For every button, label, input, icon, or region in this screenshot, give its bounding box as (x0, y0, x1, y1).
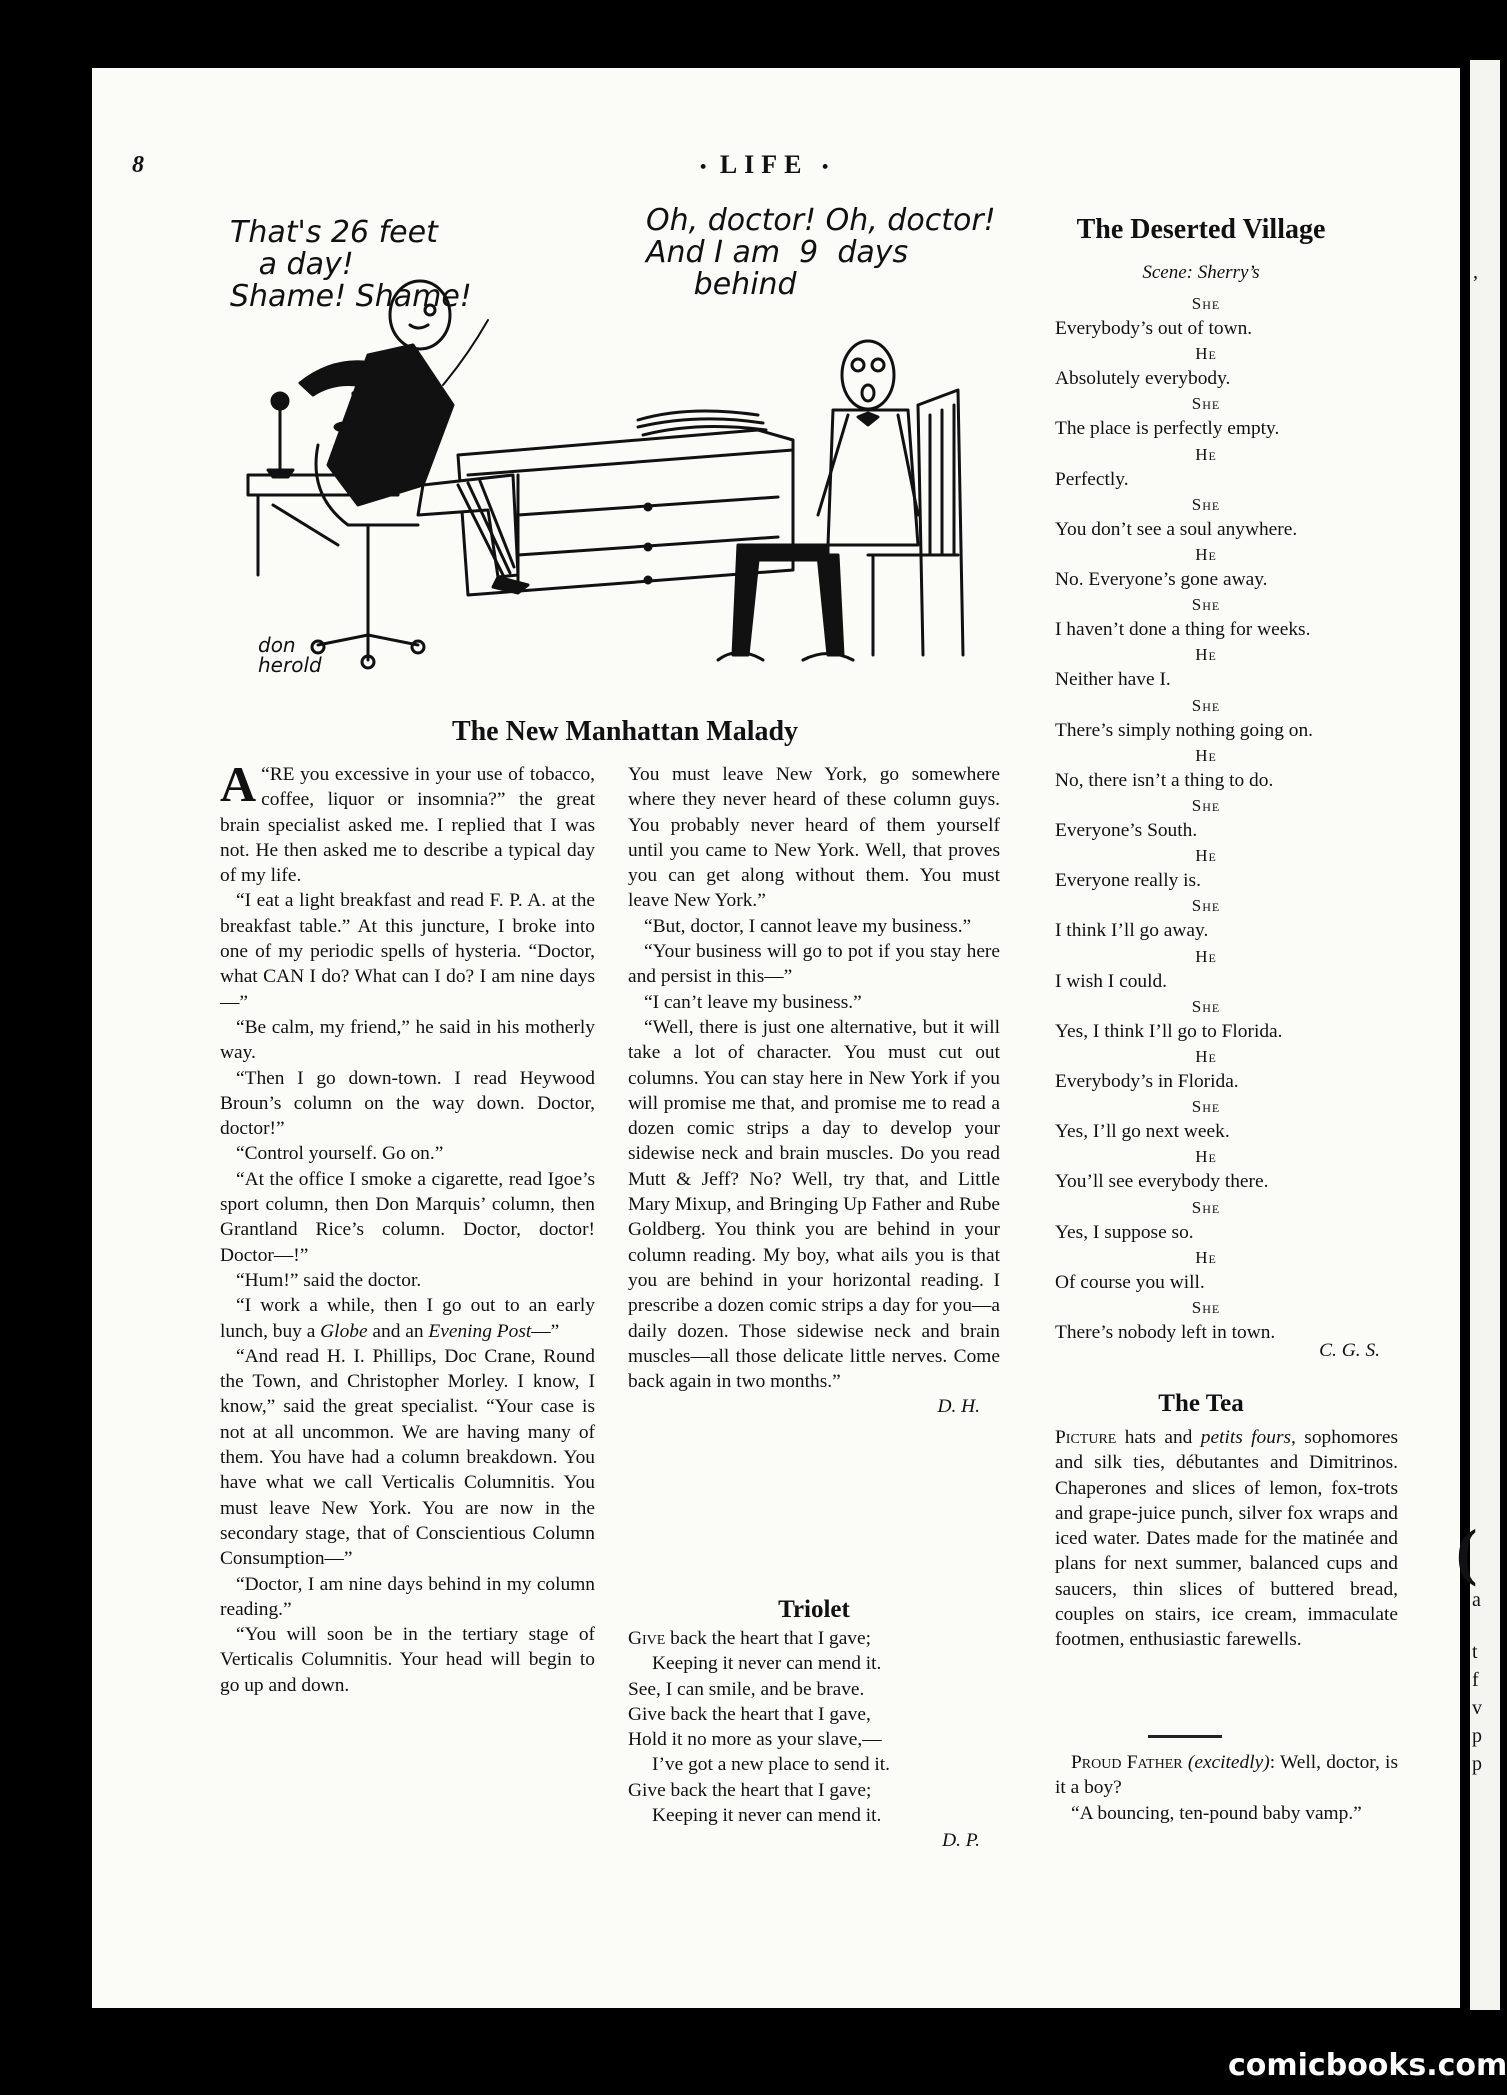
tea-paragraph: Picture hats and petits fours, sophomores and silk ties, débutantes and Dimitrinos. Chaperones and slices of lemon, fox-trots and grape-juice punch, silver fox wraps and iced water. Dates made for the matinée and plans for next summer, balanced cups and saucers, thin slices of buttered bread, couples on stairs, ice cream, immaculate footmen, enthusiastic farewells. (1055, 1427, 1399, 1651)
dialogue-text: The place is perfectly empty. (1055, 418, 1280, 440)
article-paragraph: “But, doctor, I cannot leave my business.” (644, 915, 972, 937)
next-page-fragment: p (1472, 1725, 1482, 1747)
speaker-label: She (1191, 996, 1221, 1016)
dialogue-text: Everybody’s in Florida. (1055, 1071, 1239, 1093)
article-signature: D. H. (937, 1396, 980, 1418)
article-paragraph: “Doctor, I am nine days behind in my column reading.” (220, 1573, 595, 1620)
dialogue-line (1055, 594, 1400, 644)
dialogue-text: Of course you will. (1055, 1271, 1205, 1293)
next-page-mark: ‚ (1472, 261, 1479, 283)
speaker-label: He (1195, 745, 1217, 765)
running-head: • LIFE • (700, 150, 829, 179)
article-column-1 (220, 756, 595, 1698)
poem-line: See, I can smile, and be brave. (628, 1678, 865, 1700)
dialogue-line (1055, 644, 1400, 694)
adjacent-page-edge (1456, 60, 1500, 2010)
dialogue-text: No, there isn’t a thing to do. (1055, 769, 1274, 791)
article-paragraph: “Be calm, my friend,” he said in his motherly way. (220, 1016, 595, 1064)
speaker-label: She (1191, 1097, 1221, 1117)
dialogue-text: Yes, I think I’ll go to Florida. (1055, 1020, 1283, 1042)
speaker-label: She (1191, 896, 1221, 916)
cartoon-caption-patient: Oh, doctor! Oh, doctor! And I am 9 days behind (646, 203, 996, 302)
dialogue-text: I wish I could. (1055, 970, 1168, 992)
dialogue-text: Everyone’s South. (1055, 820, 1198, 842)
dialogue-text: There’s nobody left in town. (1055, 1322, 1276, 1344)
speaker-label: She (1191, 394, 1221, 414)
open-quote: “ (261, 764, 270, 785)
dialogue-text: Yes, I suppose so. (1055, 1221, 1194, 1243)
dialogue-line (1055, 996, 1400, 1046)
joke-line: Proud Father (excitedly): Well, doctor, is it a boy? (1055, 1752, 1398, 1799)
cartoon-caption-doctor: That's 26 feet a day! Shame! Shame! (230, 215, 472, 314)
poem-line: Give back the heart that I gave; (628, 1628, 871, 1649)
article-paragraph: “Well, there is just one alternative, but it will take a lot of character. You must cut out columns. You can stay here in New York if you will promise me that, and promise me to read a dozen comic strips a day to develop your sidewise neck and brain muscles. Do you read Mutt & Jeff? No? Well, try that, and Little Mary Mixup, and Bringing Up Father and Rube Goldberg. You think you are behind in your column reading. My boy, what ails you is that you are behind in your horizontal reading. I prescribe a dozen comic strips a day for you—a daily dozen. Those sidewise neck and brain muscles—all those delicate little nerves. Come back again in two months.” (628, 1016, 1000, 1393)
article-paragraph: “Your business will go to pot if you stay here and persist in this—” (628, 941, 1000, 988)
deserted-village-title: The Deserted Village (1076, 214, 1326, 245)
deserted-village-dialogue (1055, 293, 1400, 1347)
dialogue-text: Absolutely everybody. (1055, 368, 1231, 390)
poem-line: Keeping it never can mend it. (652, 1653, 882, 1675)
next-page-fragment: a (1472, 1589, 1481, 1611)
deserted-village-signature: C. G. S. (1319, 1340, 1380, 1361)
speaker-label: He (1195, 846, 1217, 866)
dialogue-line (1055, 695, 1400, 745)
magazine-title: LIFE (719, 150, 809, 179)
watermark: comicbooks.com (1228, 2048, 1507, 2083)
speaker-label: He (1195, 545, 1217, 565)
dialogue-line (1055, 795, 1400, 845)
dialogue-text: You’ll see everybody there. (1055, 1171, 1269, 1193)
speaker-label: He (1195, 1147, 1217, 1167)
next-page-fragment: f (1472, 1669, 1479, 1691)
article-title: The New Manhattan Malady (451, 716, 799, 747)
speaker-label: He (1195, 444, 1217, 464)
section-divider (1148, 1735, 1222, 1738)
speaker-label: He (1195, 1247, 1217, 1267)
cartoon-illustration (218, 203, 1023, 695)
poem-line: I’ve got a new place to send it. (652, 1754, 890, 1776)
dialogue-text: Yes, I’ll go next week. (1055, 1121, 1230, 1143)
page-number: 8 (132, 152, 144, 178)
poem-line: Give back the heart that I gave, (628, 1703, 871, 1725)
speaker-label: He (1195, 946, 1217, 966)
speaker-label: She (1191, 1298, 1221, 1318)
dialogue-line (1055, 1247, 1400, 1297)
dialogue-line (1055, 895, 1400, 945)
speaker-label: She (1191, 796, 1221, 816)
article-paragraph: “Hum!” said the doctor. (236, 1269, 422, 1291)
dialogue-line (1055, 343, 1400, 393)
article-paragraph: “And read H. I. Phillips, Doc Crane, Round the Town, and Christopher Morley. I know, I know,” said the great specialist. “Your case is not at all uncommon. We are having many of them. You have had a column breakdown. You have what we call Verticalis Columnitis. You must leave New York. You are now in the secondary stage, that of Conscientious Column Consumption—” (220, 1345, 595, 1570)
dialogue-line (1055, 946, 1400, 996)
dialogue-line (1055, 1096, 1400, 1146)
article-paragraph: “You will soon be in the tertiary stage of Verticalis Columnitis. Your head will begin to go up and down. (220, 1624, 595, 1696)
next-page-fragment: p (1472, 1753, 1482, 1775)
next-page-fragment: v (1472, 1697, 1482, 1719)
dialogue-text: Everyone really is. (1055, 870, 1201, 892)
speaker-label: He (1195, 645, 1217, 665)
dialogue-line (1055, 1146, 1400, 1196)
dialogue-text: Neither have I. (1055, 669, 1171, 691)
dialogue-text: I think I’ll go away. (1055, 920, 1209, 942)
dialogue-text: There’s simply nothing going on. (1055, 719, 1313, 741)
dialogue-line (1055, 494, 1400, 544)
article-paragraph: “I work a while, then I go out to an early lunch, buy a Globe and an Evening Post—” (220, 1295, 595, 1342)
dialogue-text: You don’t see a soul anywhere. (1055, 518, 1298, 540)
dialogue-text: Everybody’s out of town. (1055, 318, 1253, 339)
speaker-label: She (1191, 595, 1221, 615)
article-paragraph: RE you excessive in your use of tobacco, coffee, liquor or insomnia?” the great brain specialist asked me. I replied that I was not. He then asked me to describe a typical day of my life. (220, 764, 595, 887)
dialogue-line (1055, 1197, 1400, 1247)
triolet-poem (628, 1626, 1000, 1854)
joke-paragraph (1055, 1750, 1398, 1826)
article-paragraph: “At the office I smoke a cigarette, read Igoe’s sport column, then Don Marquis’ column, then Grantland Rice’s column. Doctor, doctor! Doctor—!” (220, 1168, 595, 1266)
speaker-label: He (1195, 1047, 1217, 1067)
poem-line: Give back the heart that I gave; (628, 1779, 872, 1801)
speaker-label: She (1191, 1197, 1221, 1217)
joke-line: “A bouncing, ten-pound baby vamp.” (1071, 1802, 1362, 1824)
article-paragraph: “I can’t leave my business.” (644, 991, 862, 1013)
next-page-big-letter: ( (1456, 1516, 1478, 1587)
dialogue-line (1055, 745, 1400, 795)
triolet-title: Triolet (778, 1596, 850, 1623)
speaker-label: He (1195, 344, 1217, 364)
dialogue-line (1055, 293, 1400, 343)
dialogue-text: No. Everyone’s gone away. (1055, 569, 1268, 591)
article-paragraph: “I eat a light breakfast and read F. P. A. at the breakfast table.” At this juncture, I broke into one of my periodic spells of hysteria. “Doctor, what CAN I do? What can I do? I am nine days—” (220, 890, 595, 1013)
dialogue-line (1055, 393, 1400, 443)
speaker-label: She (1191, 494, 1221, 514)
dialogue-line (1055, 544, 1400, 594)
poem-line: Hold it no more as your slave,— (628, 1729, 882, 1751)
poem-signature: D. P. (942, 1830, 980, 1852)
poem-line: Keeping it never can mend it. (652, 1805, 882, 1827)
article-paragraph: “Control yourself. Go on.” (236, 1143, 444, 1165)
deserted-village-scene: Scene: Sherry’s (1142, 262, 1260, 283)
speaker-label: She (1191, 294, 1221, 313)
article-paragraph: You must leave New York, go somewhere where they never heard of these column guys. You probably never heard of them yourself until you came to New York. Well, that proves you can get along without them. You must leave New York.” (628, 764, 1000, 912)
dialogue-line (1055, 444, 1400, 494)
dialogue-text: I haven’t done a thing for weeks. (1055, 619, 1311, 641)
drop-cap: A (220, 756, 257, 812)
dialogue-line (1055, 1046, 1400, 1096)
next-page-fragment: t (1472, 1641, 1478, 1663)
tea-title: The Tea (1158, 1390, 1244, 1417)
dialogue-text: Perfectly. (1055, 468, 1129, 490)
article-paragraph: “Then I go down-town. I read Heywood Broun’s column on the way down. Doctor, doctor!” (220, 1067, 595, 1140)
dialogue-line (1055, 845, 1400, 895)
article-column-2 (628, 762, 1000, 1420)
speaker-label: She (1191, 695, 1221, 715)
cartoonist-signature: don herold (258, 633, 322, 677)
